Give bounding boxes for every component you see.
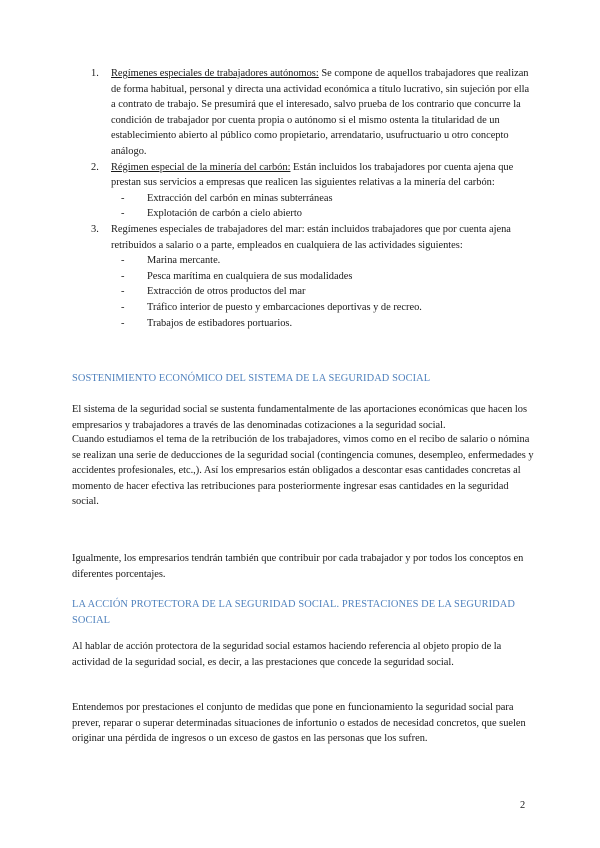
- dash-bullet: -: [121, 270, 125, 282]
- sub-list-item: [121, 253, 531, 269]
- list-text: Regímenes especiales de trabajadores del mar: están incluidos trabajadores que por cuenta ajena retribuidos a salario o a parte, empleados en cualquiera de las actividades siguientes:: [111, 223, 511, 251]
- sub-item-text: Trabajos de estibadores portuarios.: [147, 317, 293, 329]
- dash-bullet: -: [121, 192, 125, 204]
- dash-bullet: -: [121, 317, 125, 329]
- regimes-list: [91, 66, 531, 331]
- sub-item-text: Marina mercante.: [147, 255, 221, 267]
- list-text: Se compone de aquellos trabajadores que realizan de forma habitual, personal y directa una actividad económica a título lucrativo, sin sujeción por ella a contrato de trabajo. Se presumirá que el interesado, salvo prueba de los contrario que concurre la condición de trabajador por cuenta propia o autónomo si el mismo ostenta la titularidad de un establecimiento abierto al público como propietario, arrendatario, usufructuario u otro concepto análogo.: [111, 68, 530, 157]
- sub-item-text: Explotación de carbón a cielo abierto: [147, 208, 302, 220]
- list-number: 3.: [91, 223, 99, 235]
- list-term: Regímenes especiales de trabajadores autónomos:: [111, 68, 319, 79]
- sub-list-item: [121, 316, 531, 332]
- sub-list-item: [121, 206, 531, 222]
- section-heading-funding: SOSTENIMIENTO ECONÓMICO DEL SISTEMA DE LA SEGURIDAD SOCIAL: [72, 373, 431, 384]
- list-number: 2.: [91, 161, 99, 173]
- dash-bullet: -: [121, 301, 125, 313]
- paragraph: El sistema de la seguridad social se sustenta fundamentalmente de las aportaciones económicas que hacen los empresarios y trabajadores a través de las denominadas cotizaciones a la seguridad social.: [72, 404, 528, 431]
- sub-item-text: Extracción de otros productos del mar: [147, 286, 306, 298]
- sub-item-text: Tráfico interior de puesto y embarcaciones deportivas y de recreo.: [147, 301, 422, 313]
- sub-list-item: [121, 284, 531, 300]
- list-item: [91, 222, 531, 331]
- sub-list: [111, 191, 531, 222]
- dash-bullet: -: [121, 255, 125, 267]
- dash-bullet: -: [121, 208, 125, 220]
- paragraph: Entendemos por prestaciones el conjunto de medidas que pone en funcionamiento la seguridad social para prever, reparar o superar determinadas situaciones de infortunio o estados de necesidad concretos, que suelen originar una pérdida de ingresos o un exceso de gastos en las personas que los sufren.: [72, 702, 526, 745]
- sub-list: [111, 253, 531, 331]
- section-heading-protection: LA ACCIÓN PROTECTORA DE LA SEGURIDAD SOCIAL. PRESTACIONES DE LA SEGURIDAD SOCIAL: [72, 599, 515, 626]
- paragraph: Cuando estudiamos el tema de la retribución de los trabajadores, vimos como en el recibo de salario o nómina se realizan una serie de deducciones de la seguridad social (contingencia comunes, desempleo, enfermedades y accidentes profesionales, etc.,). Así los empresarios están obligados a descontar esas cantidades concretas al momento de hacer efectiva las retribuciones para posteriormente ingresar esas cantidades en la seguridad social.: [72, 434, 534, 508]
- dash-bullet: -: [121, 286, 125, 298]
- sub-list-item: [121, 300, 531, 316]
- sub-list-item: [121, 191, 531, 207]
- sub-item-text: Extracción del carbón en minas subterráneas: [147, 192, 333, 204]
- list-text: Están incluidos los trabajadores por cuenta ajena que prestan sus servicios a empresas que realicen las siguientes relativas a la minería del carbón:: [111, 161, 514, 189]
- sub-item-text: Pesca marítima en cualquiera de sus modalidades: [147, 270, 353, 282]
- list-number: 1.: [91, 68, 99, 79]
- list-item: [91, 160, 531, 222]
- list-item: [91, 66, 531, 160]
- list-term: Régimen especial de la minería del carbón:: [111, 161, 291, 173]
- paragraph: Igualmente, los empresarios tendrán también que contribuir por cada trabajador y por todos los conceptos en diferentes porcentajes.: [72, 553, 524, 580]
- page-number: 2: [520, 800, 526, 811]
- sub-list-item: [121, 269, 531, 285]
- paragraph: Al hablar de acción protectora de la seguridad social estamos haciendo referencia al objeto propio de la actividad de la seguridad social, es decir, a las prestaciones que concede la seguridad social.: [72, 641, 502, 668]
